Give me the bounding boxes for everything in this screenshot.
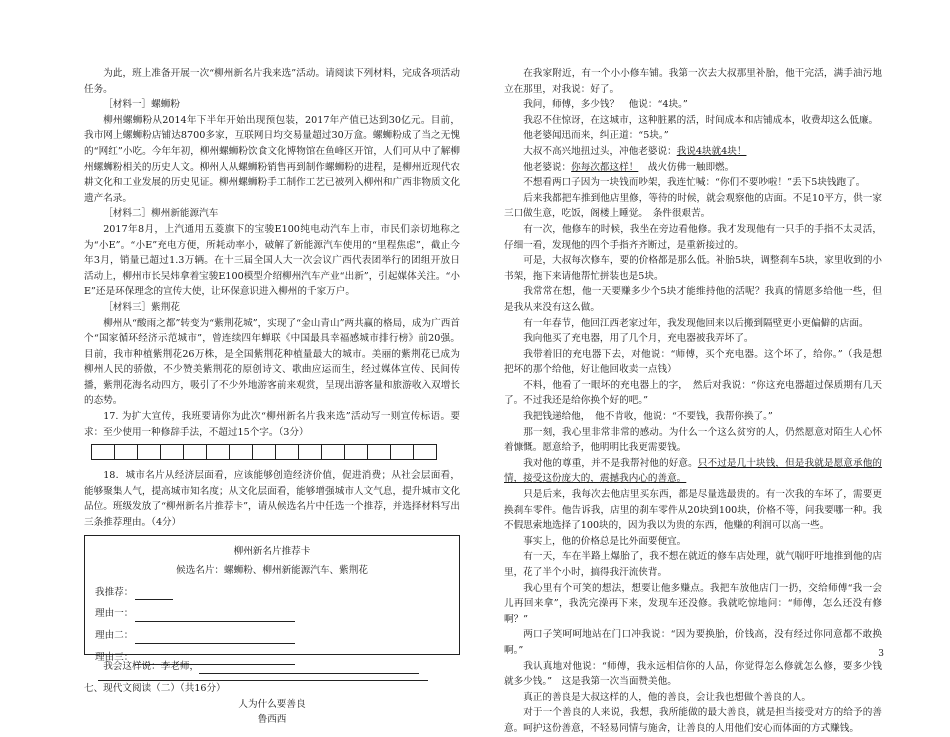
essay-para: 他老婆闻迅而来，纠正道：“5块。”	[523, 130, 669, 142]
essay-para: 那一刻，我心里非常非常的感动。为什么一个这么贫穷的人，仍然愿意对陌生人心怀着慷慨。愿意给予，他明明比我更需要钱。	[504, 426, 882, 454]
underlined-quote-2: 你每次都这样！	[571, 161, 639, 173]
recommend-label: 我推荐：	[95, 586, 134, 598]
card-candidates: 候选名片：螺蛳粉、柳州新能源汽车、紫荆花	[176, 565, 368, 577]
essay-para: 不想看两口子因为一块钱而吵架，我连忙喊：“你们不要吵啦！”丢下5块钱跑了。	[523, 177, 866, 189]
essay-para: 事实上，他的价格总是比外面要便宜。	[523, 535, 687, 547]
material-2-text: 2017年8月，上汽通用五菱旗下的宝骏E100纯电动汽车上市，市民们亲切地称之为“小E”。“小E”充电方便，所耗动率小，破解了新能源汽车使用的“里程焦虑”，截止今年3月，销量已超过1.3万辆。在十三届全国人大一次会议广西代表团举行的团组开放日活动上，柳州市长吴炜拿着宝骏E100模型介绍柳州汽车产业“出新”，引起媒体关注。“小E”还是环保理念的宣传大使，让环保意识进入柳州的千家万户。	[84, 223, 460, 298]
essay-para: 不料，他看了一眼坏的充电器上的字， 然后对我说：“你这充电器超过保质期有几天了。不过我还是给你换个好的吧。”	[504, 379, 882, 407]
essay-para: 有一天，车在半路上爆胎了，我不想在就近的修车店处理，就气喘吁吁地推到他的店里，花了半个小时，搞得我汗流侠背。	[504, 551, 882, 578]
material-1-title: ［材料一］螺蛳粉	[103, 99, 180, 111]
question-17: 17. 为扩大宣传，我班要请你为此次“柳州新名片我来选”活动写一则宣传标语。要求：至少使用一种修辞手法，不超过15个字。（3分）	[84, 411, 460, 438]
essay-para: 后来我都把车推到他店里修，等待的时候，就会观察他的店面。不足10平方，供一家三口做生意，吃饭，阁楼上睡觉。 条件很艰苦。	[504, 192, 882, 220]
essay-para: 我问，师傅，多少钱？ 他说：“4块。”	[523, 99, 688, 111]
recommend-field[interactable]	[135, 587, 173, 600]
answer-grid[interactable]	[92, 444, 460, 460]
essay-para: 我忍不住惊讶，在这城市，这种脏累的活，时间成本和店铺成本，收费却这么低廉。	[523, 114, 879, 126]
essay-para: 只是后来，我每次去他店里买东西，都是尽量选最贵的。有一次我的车坏了，需要更换刹车零件。他告诉我，店里的刹车零件从20块到100块，价格不等，问我要哪一种。我不假思索地选择了100块的，因为我以为贵的东西，他赚的利润可以高一些。	[504, 489, 882, 532]
essay-para: 两口子笑呵呵地站在门口冲我说：“因为要换胎，价钱高，没有经过你同意都不敢换啊。”	[504, 629, 882, 656]
essay-para: 对于一个善良的人来说，我想，我所能做的最大善良，就是担当接受对方的给予的善意。呵护这份善意，不轻易同情与施舍，让善良的人用他们安心而体面的方式赚钱。	[504, 707, 882, 734]
essay-para: 我把钱递给他， 他不肯收，他说：“不要钱，我帮你换了。”	[523, 411, 773, 423]
right-column	[504, 66, 882, 737]
material-3-title: ［材料三］紫荆花	[103, 301, 180, 313]
essay-para: 我对他的尊重，并不是我帮衬他的好意。只不过是几十块钱，但是我就是愿意承他的情，接受这份庞大的，震撼我内心的善意。	[504, 457, 882, 485]
intro-text: 为此，班上准备开展一次“柳州新名片我来选”活动。请阅读下列材料，完成各项活动任务。	[84, 68, 460, 95]
reason-1-label: 理由一：	[95, 608, 134, 620]
section-7-heading: 七、现代文阅读（二）（共16分）	[84, 683, 226, 695]
recommend-card	[84, 535, 460, 663]
essay-para: 可是，大叔每次修车，要的价格都是那么低。补胎5块，调整刹车5块，家里收到的小书架，拖下来请他帮忙拼装也是5块。	[504, 255, 882, 282]
reason-1-field[interactable]	[135, 609, 295, 622]
card-title: 柳州新名片推荐卡	[233, 545, 311, 557]
essay-para: 他老婆说：你每次都这样！ 战火仿佛一触即燃。	[523, 161, 735, 173]
answer-line-2[interactable]	[98, 674, 428, 681]
teacher-prompt: 我会这样说：李老师，	[103, 660, 200, 672]
reason-3-label: 理由三：	[95, 651, 134, 663]
reason-2-label: 理由二：	[95, 630, 134, 641]
essay-author: 鲁西西	[257, 714, 287, 726]
essay-para: 真正的善良是大叔这样的人，他的善良，会让我也想做个善良的人。	[523, 691, 811, 703]
material-2-title: ［材料二］柳州新能源汽车	[103, 208, 219, 220]
essay-para: 在我家附近，有一个小小修车铺。我第一次去大叔那里补胎，他干完活，满手油污地立在那里，对我说：好了。	[504, 68, 882, 95]
essay-para: 我向他买了充电器，用了几个月，充电器被我弄坏了。	[523, 333, 754, 345]
essay-para: 有一次，他修车的时候，我坐在旁边看他修。我才发现他有一只手的手指不太灵活，仔细一看，发现他的四个手指齐齐断过，是重新接过的。	[504, 223, 882, 251]
material-3-text: 柳州从“酸雨之都”转变为“紫荆花城”，实现了“金山青山”两共赢的格局，成为广西首个“国家循环经济示范城市”，曾连续四年蝉联《中国最具幸福感城市排行榜》前20强。目前，我市种植紫荆花26万株，是全国紫荆花种植量最大的城市。美丽的紫荆花已成为柳州人民的骄傲，不少赞美紫荆花的原创诗文、歌曲应运而生，经过媒体宣传、民间传播，紫荆花海名动四方，吸引了不少外地游客前来观赏，呈现出游客量和旅游收入双增长的态势。	[84, 317, 460, 407]
essay-para: 大叔不高兴地扭过头，冲他老婆说：我说4块就4块！	[523, 145, 747, 157]
left-column	[84, 66, 460, 728]
teacher-answer-field[interactable]	[199, 663, 419, 674]
question-18: 18．城市名片从经济层面看，应该能够创造经济价值，促进消费；从社会层面看，能够聚集人气，提高城市知名度；从文化层面看，能够增强城市人文气息，提升城市文化品位。班级发放了“柳州新名片推荐卡”，请从候选名片中任选一个推荐，并选择材料写出三条推荐理由。（4分）	[84, 470, 460, 529]
essay-para: 我常常在想，他一天要赚多少个5块才能维持他的活呢？我真的情愿多给他一些，但是我从来没有这么做。	[504, 286, 882, 313]
essay-para: 有一年春节，他回江西老家过年，我发现他回来以后搬到隔壁更小更偏僻的店面。	[523, 317, 869, 329]
reason-2-field[interactable]	[135, 631, 295, 644]
material-1-text: 柳州螺蛳粉从2014年下半年开始出现预包装，2017年产值已达到30亿元。目前，我市网上螺蛳粉店铺达8700多家，互联网日均交易量超过30万盒。螺蛳粉成了当之无愧的“网红”小吃。今年年初，柳州螺蛳粉饮食文化博物馆在鱼峰区开馆，人们可从中了解柳州螺蛳粉相关的历史人文。柳州人从螺蛳粉销售再到制作螺蛳粉的进程，是柳州近现代农耕文化和工业发展的历史见证。柳州螺蛳粉手工制作工艺已被列入柳州和广西非物质文化遗产名录。	[84, 114, 460, 204]
underlined-sentence: 只不过是几十块钱，但是我就是愿意承他的情，接受这份庞大的，震撼我内心的善意。	[504, 457, 882, 485]
essay-para: 我心里有个可笑的想法，想要让他多赚点。我把车放他店门一扔，交给师傅“我一会儿再回来拿”，我洗完澡再下来，发现车还没修。我就吃惊地问：“师傅，怎么还没有修啊？”	[504, 582, 882, 625]
essay-para: 我带着旧的充电器下去，对他说：“师傅，买个充电器。这个坏了，给你。”（我是想把坏的那个给他，好让他回收卖一点钱）	[504, 348, 882, 376]
essay-para: 我认真地对他说：“师傅，我永远相信你的人品，你觉得怎么修就怎么修，要多少钱就多少钱。” 这是我第一次当面赞美他。	[504, 660, 882, 688]
essay-title: 人为什么要善良	[238, 698, 306, 710]
underlined-quote-1: 我说4块就4块！	[676, 145, 747, 157]
page-number: 3	[878, 649, 884, 659]
